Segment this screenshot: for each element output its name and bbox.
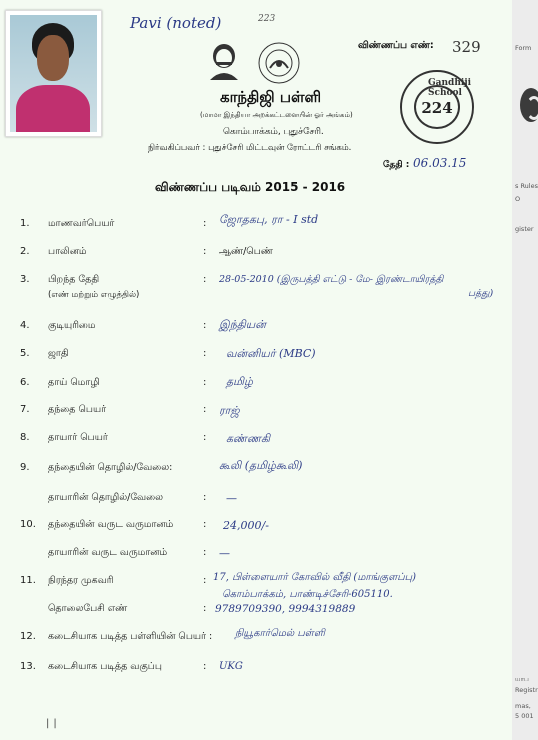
side-text: s Rules <box>515 182 538 190</box>
field-label: தந்தை பெயர் <box>48 404 107 415</box>
field-value: இந்தியன் <box>219 318 266 331</box>
side-text: 5 001 <box>515 712 534 720</box>
field-row-caste <box>0 348 512 368</box>
field-label-note: (எண் மற்றும் எழுத்தில்) <box>48 290 140 300</box>
field-label: தந்தையின் தொழில்/வேலை: <box>48 462 173 473</box>
date-label: தேதி : <box>383 160 410 170</box>
field-number: 3. <box>20 274 30 285</box>
field-row-mother-occupation <box>0 492 512 512</box>
field-number: 9. <box>20 462 30 473</box>
side-text: யாப <box>515 675 529 683</box>
student-photo <box>5 10 102 137</box>
field-row-address <box>0 572 512 605</box>
punch-holes: || <box>46 718 61 729</box>
application-no-label: விண்ணப்ப எண்: <box>358 40 434 51</box>
school-sub-line: (மாமா இந்தியா அறக்கட்டளையின் ஓர் அங்கம்) <box>200 111 353 119</box>
side-text: gister <box>515 225 534 233</box>
field-number: 5. <box>20 348 30 359</box>
field-label: தாயாரின் தொழில்/வேலை <box>48 492 164 503</box>
field-colon: : <box>203 661 207 672</box>
field-colon: : <box>203 320 207 331</box>
field-row-last-class <box>0 661 512 681</box>
field-colon: : <box>203 404 207 415</box>
side-text: mas, <box>515 702 531 710</box>
gandhi-emblem-icon <box>207 42 241 82</box>
photo-background <box>10 15 97 132</box>
field-value: 9789709390, 9994319889 <box>215 603 356 615</box>
rotary-emblem-icon <box>256 40 302 86</box>
field-row-phone <box>0 603 512 623</box>
side-text: O <box>515 195 521 203</box>
field-row-last-school <box>0 628 512 651</box>
side-text: Registr <box>515 686 538 694</box>
field-value-cont: கொம்பாக்கம், பாண்டிச்சேரி-605110. <box>222 589 393 600</box>
field-row-student-name <box>0 213 512 238</box>
field-value: தமிழ் <box>226 375 253 388</box>
field-colon: : <box>203 246 207 257</box>
field-row-nationality <box>0 320 512 340</box>
handwritten-note: Pavi (noted) <box>130 14 222 32</box>
field-value: — <box>219 547 230 560</box>
field-label: மாணவர்பெயர் <box>48 218 115 229</box>
school-admin: நிர்வகிப்பவர் : புதுச்சேரி மிட்டவுன் ரோட்டரி சங்கம். <box>148 143 352 153</box>
field-colon: : <box>203 432 207 443</box>
field-value: கண்ணகி <box>226 432 271 445</box>
field-label: தாயார் பெயர் <box>48 432 108 443</box>
field-label: தாயாரின் வருட வருமானம் <box>48 547 168 558</box>
field-number: 13. <box>20 661 36 672</box>
field-colon: : <box>203 274 207 285</box>
handwritten-number: 223 <box>258 14 276 24</box>
school-place: கொம்பாக்கம், புதுச்சேரி. <box>223 127 324 137</box>
field-label: பிறந்த தேதி <box>48 274 100 285</box>
adjacent-page-edge <box>512 0 538 740</box>
field-value: கூலி (தமிழ்கூலி) <box>219 459 303 472</box>
date-value: 06.03.15 <box>413 156 467 170</box>
field-colon: : <box>203 218 207 229</box>
field-value: நியூகார்மெல் பள்ளி <box>235 628 325 639</box>
field-label: பாலினம் <box>48 246 87 257</box>
field-number: 2. <box>20 246 30 257</box>
field-value: 28-05-2010 (இருபத்தி எட்டு - மே- இரண்டாயிரத்தி <box>219 274 444 285</box>
field-value: UKG <box>219 661 243 672</box>
photo-dress <box>16 85 90 132</box>
field-value: ஆண்/பெண் <box>219 246 273 257</box>
field-value: ராஜ் <box>219 404 240 417</box>
field-colon: : <box>203 575 207 586</box>
field-number: 12. <box>20 631 36 642</box>
field-row-father-occupation <box>0 459 512 482</box>
photo-face <box>37 35 69 81</box>
field-label: கடைசியாக படித்த பள்ளியின் பெயர் : <box>48 631 213 642</box>
field-number: 4. <box>20 320 30 331</box>
side-text: Form <box>515 44 532 52</box>
field-row-mother-income <box>0 547 512 567</box>
side-logo-icon <box>520 88 538 122</box>
field-label: நிரந்தர முகவரி <box>48 575 114 586</box>
field-value-cont: பத்து) <box>468 288 494 299</box>
field-value: — <box>226 492 237 505</box>
field-row-gender <box>0 246 512 266</box>
seal-inner-ring <box>414 85 460 129</box>
field-label: குடியுரிமை <box>48 320 96 331</box>
field-row-father-income <box>0 519 512 539</box>
field-value: வன்னியர் (MBC) <box>226 347 316 360</box>
form-title: விண்ணப்ப படிவம் 2015 - 2016 <box>155 180 346 194</box>
field-label: தாய் மொழி <box>48 377 100 388</box>
field-label: ஜாதி <box>48 348 69 359</box>
field-colon: : <box>203 492 207 503</box>
seal-number: 224 <box>421 99 453 117</box>
field-label: தொலைபேசி எண் <box>48 603 128 614</box>
application-no-value: 329 <box>452 38 481 56</box>
field-value: ஜோதகபு, ரா - I std <box>219 213 319 226</box>
field-colon: : <box>203 547 207 558</box>
field-row-dob <box>0 274 512 308</box>
field-colon: : <box>203 348 207 359</box>
field-number: 8. <box>20 432 30 443</box>
field-value: 24,000/- <box>223 519 269 532</box>
field-number: 1. <box>20 218 30 229</box>
school-name: காந்திஜி பள்ளி <box>220 88 322 106</box>
school-seal <box>400 70 474 144</box>
field-label: கடைசியாக படித்த வகுப்பு <box>48 661 162 672</box>
field-colon: : <box>203 519 207 530</box>
field-number: 10. <box>20 519 36 530</box>
field-colon: : <box>203 377 207 388</box>
field-number: 7. <box>20 404 30 415</box>
field-row-mother-name <box>0 432 512 452</box>
seal-top-text: Gandhiji School <box>428 78 471 98</box>
field-colon: : <box>203 603 207 614</box>
field-number: 11. <box>20 575 36 586</box>
field-number: 6. <box>20 377 30 388</box>
field-row-mother-tongue <box>0 377 512 397</box>
field-value: 17, பிள்ளையார் கோவில் வீதி (மாங்குளப்பு) <box>213 572 417 583</box>
field-label: தந்தையின் வருட வருமானம் <box>48 519 174 530</box>
field-row-father-name <box>0 404 512 424</box>
